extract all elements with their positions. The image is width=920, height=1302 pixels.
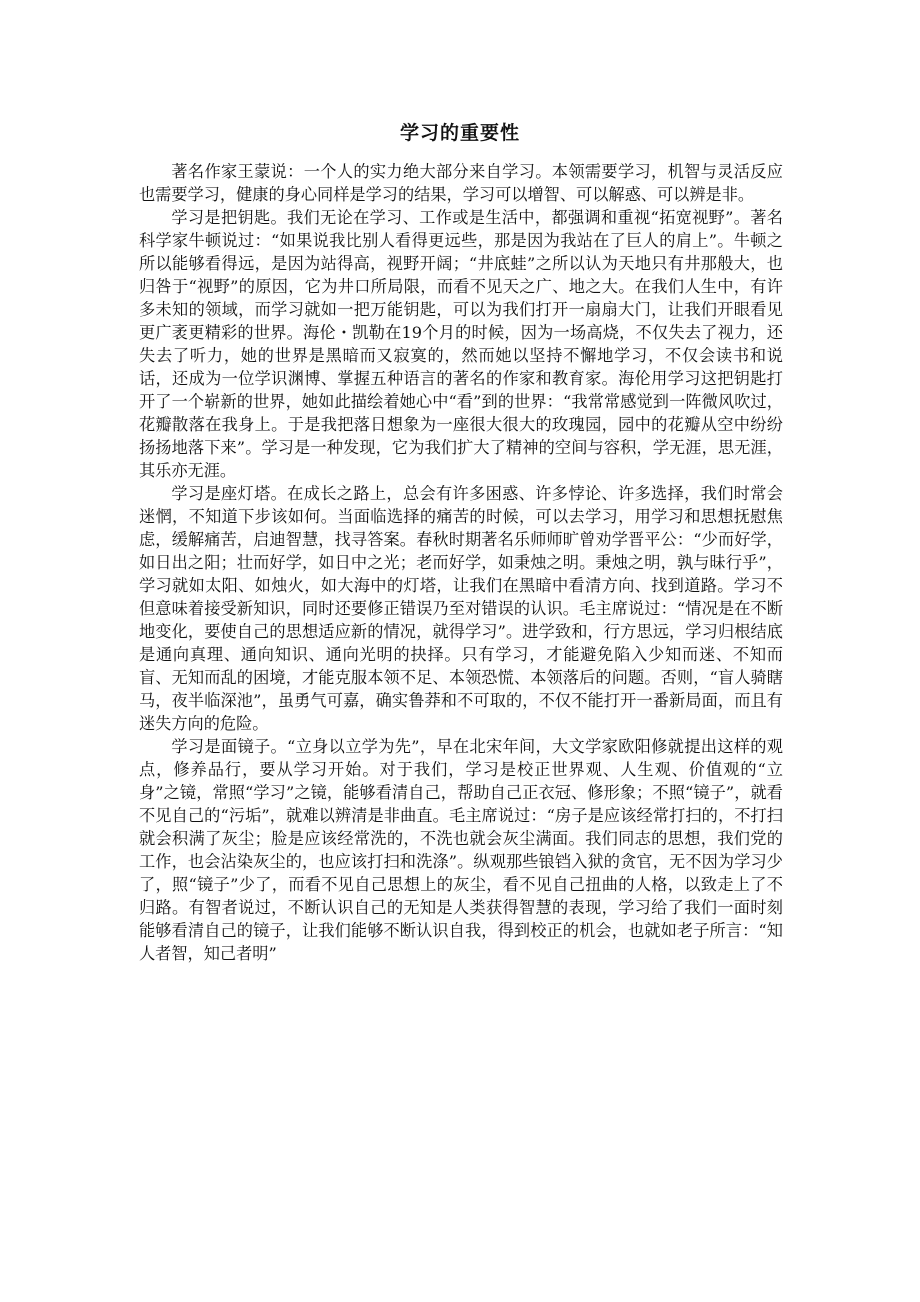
paragraph-intro: 著名作家王蒙说：一个人的实力绝大部分来自学习。本领需要学习，机智与灵活反应也需要学习，健康的身心同样是学习的结果，学习可以增智、可以解惑、可以辨是非。 [139, 162, 783, 204]
paragraph-lighthouse: 学习是座灯塔。在成长之路上，总会有许多困惑、许多悖论、许多选择，我们时常会迷惘，不知道下步该如何。当面临选择的痛苦的时候，可以去学习，用学习和思想抚慰焦虑，缓解痛苦，启迪智慧，找寻答案。春秋时期著名乐师师旷曾劝学晋平公：“少而好学，如日出之阳；壮而好学，如日中之光；老而好学，如秉烛之明。秉烛之明，孰与昧行乎”，学习就如太阳、如烛火，如大海中的灯塔，让我们在黑暗中看清方向、找到道路。学习不但意味着接受新知识，同时还要修正错误乃至对错误的认识。毛主席说过：“情况是在不断地变化，要使自己的思想适应新的情况，就得学习”。进学致和，行方思远，学习归根结底是通向真理、通向知识、通向光明的抉择。只有学习，才能避免陷入少知而迷、不知而盲、无知而乱的困境，才能克服本领不足、本领恐慌、本领落后的问题。否则，“盲人骑瞎马，夜半临深池”，虽勇气可嘉，确实鲁莽和不可取的，不仅不能打开一番新局面，而且有迷失方向的危险。 [139, 484, 783, 733]
paragraph-key: 学习是把钥匙。我们无论在学习、工作或是生活中，都强调和重视“拓宽视野”。著名科学家牛顿说过：“如果说我比别人看得更远些，那是因为我站在了巨人的肩上”。牛顿之所以能够看得远，是因为站得高，视野开阔；“井底蛙”之所以认为天地只有井那般大，也归咎于“视野”的原因，它为井口所局限，而看不见天之广、地之大。在我们人生中，有许多未知的领域，而学习就如一把万能钥匙，可以为我们打开一扇扇大门，让我们开眼看见更广袤更精彩的世界。海伦・凯勒在19个月的时候，因为一场高烧，不仅失去了视力，还失去了听力，她的世界是黑暗而又寂寞的，然而她以坚持不懈地学习，不仅会读书和说话，还成为一位学识渊博、掌握五种语言的著名的作家和教育家。海伦用学习这把钥匙打开了一个崭新的世界，她如此描绘着她心中“看”到的世界：“我常常感觉到一阵微风吹过，花瓣散落在我身上。于是我把落日想象为一座很大很大的玫瑰园，园中的花瓣从空中纷纷扬扬地落下来”。学习是一种发现，它为我们扩大了精神的空间与容积，学无涯，思无涯，其乐亦无涯。 [139, 208, 783, 480]
document-body [139, 160, 783, 965]
document-title: 学习的重要性 [399, 122, 520, 144]
paragraph-mirror: 学习是面镜子。“立身以立学为先”，早在北宋年间，大文学家欧阳修就提出这样的观点，修养品行，要从学习开始。对于我们，学习是校正世界观、人生观、价值观的“立身”之镜，常照“学习”之镜，能够看清自己，帮助自己正衣冠、修形象；不照“镜子”，就看不见自己的“污垢”，就难以辨清是非曲直。毛主席说过：“房子是应该经常打扫的，不打扫就会积满了灰尘；脸是应该经常洗的，不洗也就会灰尘满面。我们同志的思想，我们党的工作，也会沾染灰尘的，也应该打扫和洗涤”。纵观那些锒铛入狱的贪官，无不因为学习少了，照“镜子”少了，而看不见自己思想上的灰尘，看不见自己扭曲的人格，以致走上了不归路。有智者说过，不断认识自己的无知是人类获得智慧的表现，学习给了我们一面时刻能够看清自己的镜子，让我们能够不断认识自我，得到校正的机会，也就如老子所言：“知人者智，知己者明” [139, 737, 783, 963]
